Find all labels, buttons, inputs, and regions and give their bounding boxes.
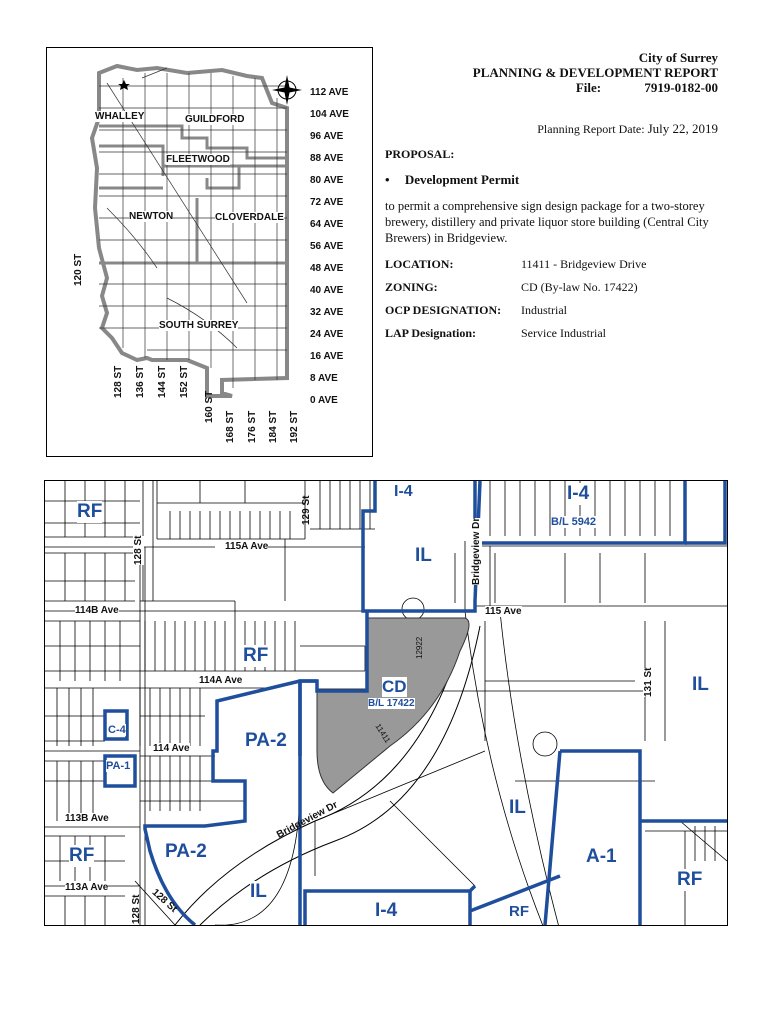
site-location-star-icon	[118, 80, 130, 90]
zone-label-rf: RF	[77, 501, 103, 522]
zone-label-c4: C-4	[108, 724, 126, 736]
street-label: 120 ST	[73, 253, 84, 286]
street-label: 136 ST	[135, 365, 146, 398]
avenue-label: 64 AVE	[310, 219, 344, 230]
road-label: 113B Ave	[65, 813, 109, 824]
zone-label-il: IL	[692, 674, 709, 695]
road-label: 113A Ave	[65, 882, 109, 893]
road-label: 115A Ave	[225, 541, 269, 552]
avenue-label: 88 AVE	[310, 153, 344, 164]
road-label: 128 St	[133, 535, 144, 565]
road-label: 131 St	[643, 667, 654, 697]
bylaw-label: B/L 5942	[551, 516, 597, 528]
street-label: 152 ST	[179, 365, 190, 398]
avenue-label: 16 AVE	[310, 351, 344, 362]
street-label: 184 ST	[268, 410, 279, 443]
zone-label-il: IL	[415, 545, 432, 566]
avenue-label: 104 AVE	[310, 109, 349, 120]
avenue-label: 24 AVE	[310, 329, 344, 340]
avenue-label: 8 AVE	[310, 373, 338, 384]
street-label: 168 ST	[225, 410, 236, 443]
road-label: Bridgeview Dr	[471, 517, 482, 585]
zone-label-rf: RF	[69, 845, 95, 866]
street-label: 192 ST	[289, 410, 300, 443]
avenue-label: 0 AVE	[310, 395, 338, 406]
zone-label-cd: CD	[382, 677, 407, 696]
detail-value: Industrial	[521, 303, 567, 317]
road-label: 114B Ave	[75, 605, 119, 616]
detail-value: 11411 - Bridgeview Drive	[521, 257, 647, 271]
zone-label-i4: I-4	[394, 483, 413, 500]
bylaw-label: B/L 17422	[368, 698, 415, 709]
avenue-label: 48 AVE	[310, 263, 344, 274]
proposal-bullet-text: Development Permit	[404, 172, 520, 187]
road-label: Bridgeview Dr	[275, 799, 340, 841]
detail-label: OCP DESIGNATION:	[385, 303, 502, 317]
details-table	[385, 257, 720, 349]
site-map	[44, 480, 728, 926]
area-label-cloverdale: CLOVERDALE	[215, 212, 284, 223]
file-line	[473, 80, 718, 95]
street-label: 160 ST	[204, 390, 215, 423]
area-label-guildford: GUILDFORD	[185, 114, 245, 125]
zone-label-pa2: PA-2	[165, 841, 207, 862]
detail-value: Service Industrial	[521, 326, 606, 340]
road-label: 115 Ave	[485, 606, 522, 617]
zone-label-i4: I-4	[567, 483, 590, 504]
detail-row	[385, 303, 720, 326]
avenue-label: 32 AVE	[310, 307, 344, 318]
zone-label-pa1: PA-1	[106, 760, 131, 772]
file-number: 7919-0182-00	[644, 80, 718, 95]
report-date-label: Planning Report Date:	[537, 122, 645, 136]
avenue-label: 40 AVE	[310, 285, 344, 296]
key-map	[46, 47, 373, 457]
community-boundaries	[99, 126, 287, 263]
avenue-labels	[310, 82, 349, 412]
detail-row	[385, 326, 720, 349]
report-header	[473, 50, 718, 95]
address-label: 11411	[373, 722, 393, 745]
file-label: File:	[575, 80, 602, 95]
street-label: 144 ST	[157, 365, 168, 398]
bullet-dot: •	[385, 172, 390, 187]
avenue-label: 72 AVE	[310, 197, 344, 208]
zone-label-rf: RF	[509, 903, 529, 920]
zone-label-i4: I-4	[375, 900, 398, 921]
proposal-bullet	[385, 172, 519, 188]
area-label-whalley: WHALLEY	[95, 111, 145, 122]
zone-label-il: IL	[250, 881, 267, 902]
road-label: 114 Ave	[153, 743, 190, 754]
zone-label-il: IL	[509, 797, 526, 818]
area-label-newton: NEWTON	[129, 211, 174, 222]
north-arrow-icon	[272, 75, 302, 105]
address-label: 12922	[415, 636, 424, 659]
detail-value: CD (By-law No. 17422)	[521, 280, 638, 294]
proposal-label: PROPOSAL:	[385, 147, 455, 161]
avenue-label: 96 AVE	[310, 131, 344, 142]
road-label: 128 St	[131, 894, 142, 924]
detail-row	[385, 257, 720, 280]
street-label: 176 ST	[247, 410, 258, 443]
zone-label-a1: A-1	[586, 846, 617, 867]
street-label: 128 ST	[113, 365, 124, 398]
zone-label-rf: RF	[243, 645, 269, 666]
avenue-label: 56 AVE	[310, 241, 344, 252]
detail-label: ZONING:	[385, 280, 438, 294]
road-label: 114A Ave	[199, 675, 243, 686]
detail-label: LAP Designation:	[385, 326, 477, 340]
report-date: July 22, 2019	[647, 121, 718, 136]
avenue-label: 80 AVE	[310, 175, 344, 186]
area-label-south-surrey: SOUTH SURREY	[159, 320, 239, 331]
avenue-label: 112 AVE	[310, 87, 349, 98]
proposal-description: to permit a comprehensive sign design package for a two-storey brewery, distillery and private liquor store building (Central City Brewers) in Bridgeview.	[385, 199, 709, 245]
area-label-fleetwood: FLEETWOOD	[166, 154, 230, 165]
detail-label: LOCATION:	[385, 257, 454, 271]
report-title: PLANNING & DEVELOPMENT REPORT	[472, 65, 718, 80]
report-date-line	[537, 121, 718, 137]
road-label: 129 St	[301, 495, 312, 525]
org-name: City of Surrey	[638, 50, 718, 65]
road-label: 128 St	[149, 887, 179, 915]
detail-row	[385, 280, 720, 303]
zone-label-pa2: PA-2	[245, 730, 287, 751]
zone-label-rf: RF	[677, 869, 703, 890]
